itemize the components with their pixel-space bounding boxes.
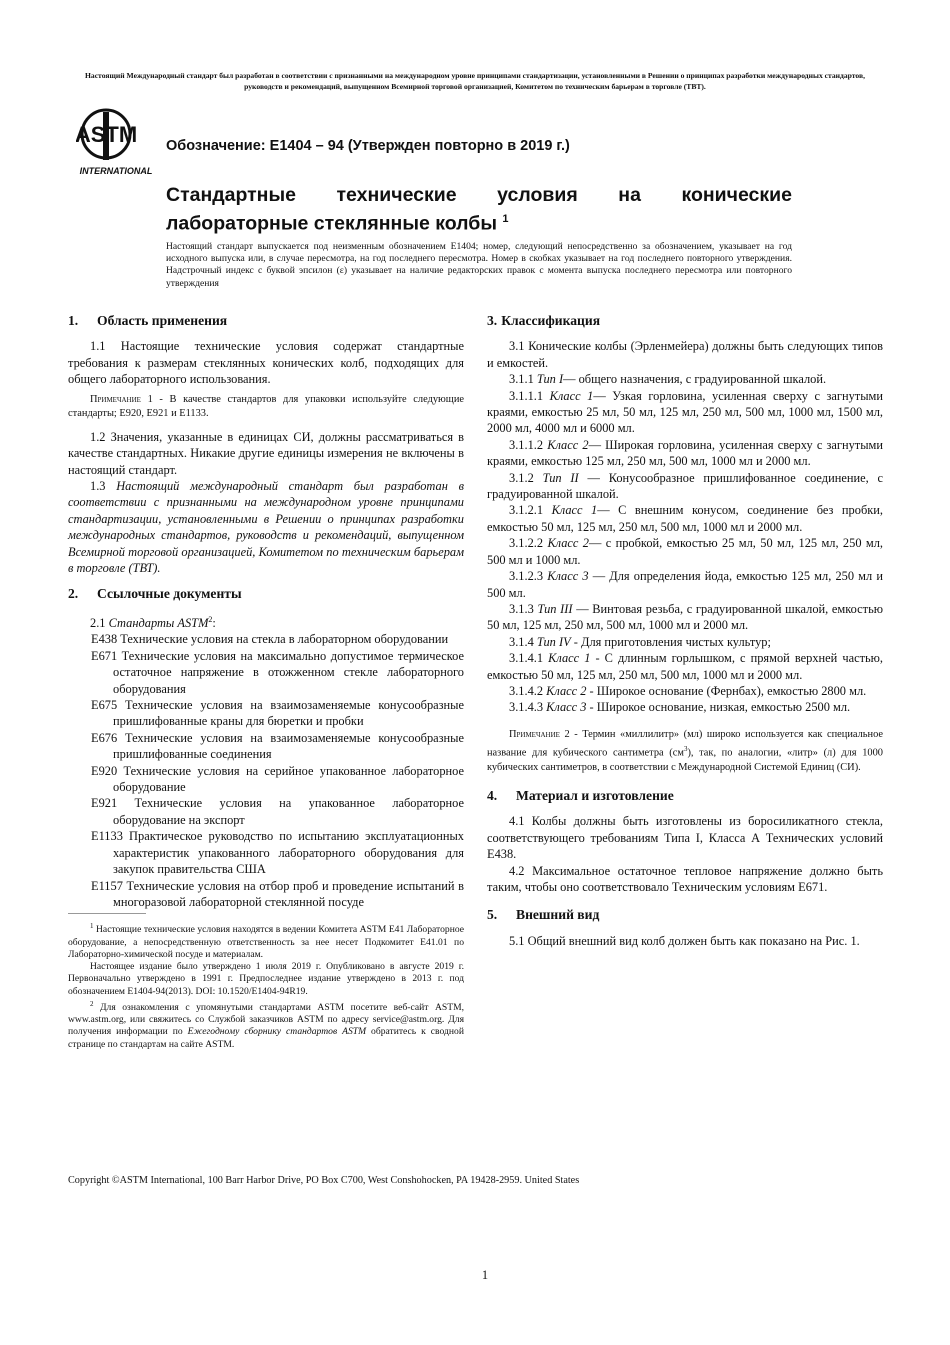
footnote-1b: Настоящее издание было утверждено 1 июля 2019 г. Опубликовано в августе 2019 г. Первоначально утверждено в 1991 г. Предпоследнее издание утверждено в 2013 г. под обозначением E1404-94(2013). DOI: 10.1520/E1404-94R19. — [68, 961, 464, 997]
para-text: — Винтовая резьба, с градуированной шкалой, емкостью 50 мл, 125 мл, 250 мл, 500 мл, 1000 мл и 2000 мл. — [487, 601, 883, 633]
para-1-3 — [68, 478, 464, 576]
footnote-text: обратитесь к сводной странице по стандартам на сайте ASTM. — [68, 1026, 464, 1050]
header-notice: Настоящий Международный стандарт был разработан в соответствии с признанными на международном уровне принципами стандартизации, установленными в Решении о принципах разработки международных стандартов, руководств и рекомендаций, выпущенном Всемирной торговой организацией, Комитетом по техническим барьерам в торговле (ТВТ). — [84, 71, 865, 91]
para-3-1-4-1 — [487, 650, 883, 683]
section-number: 3. — [487, 313, 498, 328]
section-3-heading — [487, 313, 883, 329]
para-italic: Тип IV — [536, 634, 571, 649]
para-text: - Широкое основание, низкая, емкостью 2500 мл. — [586, 700, 851, 715]
para-number: 3.1.2 — [509, 470, 543, 485]
para-text: Настоящий международный стандарт был разработан в соответствии с признанными на международном уровне принципами стандартизации, установленными в Решении о принципах разработки международных стандартов, руководств и рекомендаций, выпущенном Всемирной торговой организацией, Комитетом по техническим барьерам в торговле (ТВТ). — [68, 479, 464, 576]
reference-item: E675 Технические условия на взаимозаменяемые конусообразные пришлифованные краны для бюретки и пробки — [91, 698, 464, 729]
note-label: Примечание — [509, 728, 560, 740]
copyright: Copyright ©ASTM International, 100 Barr Harbor Drive, PO Box C700, West Conshohocken, PA 19428-2959. United States — [68, 1175, 580, 1186]
para-5-1: 5.1 Общий внешний вид колб должен быть как показано на Рис. 1. — [509, 933, 860, 948]
para-italic: Класс 1 — [549, 388, 594, 403]
para-3-1-2-3 — [487, 568, 883, 601]
para-number: 3.1.2.2 — [509, 536, 548, 551]
page-number: 1 — [481, 1268, 489, 1282]
para-text: — Для определения йода, емкостью 125 мл, 250 мл и 500 мл. — [487, 569, 883, 600]
designation: Обозначение: E1404 – 94 (Утвержден повторно в 2019 г.) — [166, 138, 570, 154]
para-3-1-3 — [487, 601, 883, 634]
para-text: - Для приготовления чистых культур; — [570, 634, 771, 649]
para-3-1-2-2 — [487, 535, 883, 568]
para-italic: Класс 3 — [547, 569, 589, 584]
para-3-1-4-2 — [487, 683, 883, 699]
section-5-heading — [487, 907, 883, 923]
para-italic: Класс 2 — [547, 536, 589, 551]
para-4-2: 4.2 Максимальное остаточное тепловое напряжение должно быть таким, чтобы оно соответствовало Техническим условиям E671. — [487, 863, 883, 895]
para-number: 3.1.4.2 — [509, 683, 547, 698]
para-italic: Класс 1 — [548, 651, 591, 666]
footnote-divider — [68, 913, 146, 914]
reference-item: E921 Технические условия на упакованное лабораторное оборудование на экспорт — [91, 796, 464, 827]
para-4-1: 4.1 Колбы должны быть изготовлены из боросиликатного стекла, соответствующего требованиям Типа I, Класса А Технических условий E438. — [487, 814, 883, 862]
left-column — [68, 313, 464, 1051]
document-title — [166, 183, 792, 236]
para-3-1-1-1 — [487, 388, 883, 437]
astm-logo-icon — [76, 106, 158, 178]
para-number: 3.1.3 — [509, 601, 538, 616]
standard-note: Настоящий стандарт выпускается под неизменным обозначением E1404; номер, следующий непосредственно за обозначением, указывает на год исходного выпуска или, в случае пересмотра, на год последнего пересмотра. Номер в скобках указывает на год последнего повторного утверждения. Надстрочный индекс с буквой эпсилон (ε) указывает на наличие редакторских правок с момента выпуска последнего пересмотра или повторного утверждения — [166, 241, 792, 289]
section-number: 4. — [487, 788, 498, 803]
logo-text: ASTM — [76, 122, 138, 147]
note-label: Примечание — [90, 393, 141, 405]
note-text: ), так, по аналогии, «литр» (л) для 1000 кубических сантиметров, в соответствии с Международной Системой Единиц (СИ). — [487, 747, 883, 774]
para-italic: Тип III — [537, 601, 573, 616]
reference-item: E671 Технические условия на максимально допустимое термическое остаточное напряжение в отожженном стекле лабораторного оборудования — [91, 648, 464, 696]
para-3-1-4 — [487, 634, 883, 650]
reference-item: E676 Технические условия на взаимозаменяемые конусообразные пришлифованные соединения — [91, 730, 464, 762]
para-number: 3.1.4.3 — [509, 700, 547, 715]
para-text: — Широкая горловина, усиленная сверху с загнутыми краями, емкостью 125 мл, 250 мл, 500 мл, 1000 мл и 2000 мл. — [487, 437, 883, 469]
footnote-2 — [68, 998, 464, 1051]
logo-subtext: INTERNATIONAL — [79, 166, 153, 176]
section-title: Область применения — [97, 313, 228, 328]
section-title: Материал и изготовление — [516, 788, 674, 803]
para-number: 3.1.1 — [509, 372, 537, 387]
right-column — [487, 313, 883, 949]
para-italic: Класс 2 — [547, 437, 589, 452]
para-2-1 — [68, 612, 464, 632]
footnote-mark: 1 — [90, 922, 94, 931]
footnote-text: Для ознакомления с упомянутыми стандартами ASTM посетите веб-сайт ASTM, www.astm.org, или свяжитесь со Службой заказчиков ASTM по адресу service@astm.org. Для получения информации по — [68, 1001, 464, 1038]
astm-logo — [76, 106, 158, 178]
para-1-1: 1.1 Настоящие технические условия содержат стандартные требования к размерам стеклянных конических колб, подходящих для общего лабораторного использования. — [68, 339, 464, 387]
footnote-italic: Ежегодному сборнику стандартов ASTM — [187, 1026, 367, 1038]
superscript: 3 — [683, 745, 688, 754]
section-title: Классификация — [501, 313, 601, 328]
para-italic: Класс 2 — [546, 683, 587, 698]
para-number: 3.1.1.2 — [509, 437, 548, 452]
note-2 — [487, 728, 883, 776]
para-text: - Широкое основание (Фернбах), емкостью 2800 мл. — [586, 683, 867, 698]
para-text: — с пробкой, емкостью 25 мл, 50 мл, 125 мл, 250 мл, 500 мл и 1000 мл. — [487, 536, 883, 567]
section-2-heading — [68, 586, 464, 602]
para-3-1-4-3 — [487, 699, 883, 715]
note-text: 2 - Термин «миллилитр» (мл) широко используется как специальное название для кубического сантиметра (см — [487, 728, 883, 759]
title-text: Стандартные технические условия на конические лабораторные стеклянные колбы — [166, 184, 792, 235]
section-4-heading — [487, 788, 883, 804]
para-italic: Тип II — [542, 470, 579, 485]
reference-item: E1157 Технические условия на отбор проб и проведение испытаний в многоразовой лабораторной стеклянной посуде — [91, 878, 464, 909]
para-text: — С внешним конусом, соединение без пробки, емкостью 50 мл, 125 мл, 250 мл, 500 мл, 1000 мл и 2000 мл. — [487, 503, 883, 534]
para-3-1-1-2 — [487, 437, 883, 470]
para-text: - С длинным горлышком, с прямой верхней частью, емкостью 50 мл, 125 мл, 250 мл, 500 мл, 1000 мл и 2000 мл. — [487, 651, 884, 682]
note-text: 1 - В качестве стандартов для упаковки используйте следующие стандарты; E920, E921 и E1133. — [68, 393, 464, 420]
para-italic: Класс 1 — [551, 503, 598, 518]
section-number: 2. — [68, 586, 79, 602]
para-number: 3.1.2.3 — [509, 569, 548, 584]
para-tail: : — [212, 616, 216, 630]
footnote-mark: 2 — [90, 999, 94, 1008]
footnote-1 — [68, 920, 464, 961]
para-3-1-2-1 — [487, 502, 883, 535]
reference-list — [68, 631, 464, 910]
para-1-2: 1.2 Значения, указанные в единицах СИ, должны рассматриваться в качестве стандартных. Никакие другие единицы измерения не включены в настоящий стандарт. — [68, 429, 464, 477]
section-title: Ссылочные документы — [97, 586, 242, 602]
section-1-heading — [68, 313, 464, 329]
para-text: — Конусообразное пришлифованное соединение, с градуированной шкалой. — [487, 470, 884, 502]
reference-item: E920 Технические условия на серийное упакованное лабораторное оборудование — [91, 763, 464, 795]
para-number: 3.1.4.1 — [509, 651, 549, 666]
para-number: 3.1.4 — [509, 634, 537, 649]
title-footnote-mark: 1 — [502, 213, 509, 225]
reference-item: E1133 Практическое руководство по испытанию эксплуатационных характеристик упакованного лабораторного оборудования для закупок правительства США — [91, 829, 464, 877]
para-3-1-1 — [487, 371, 883, 387]
para-italic: Класс 3 — [546, 700, 587, 715]
section-number: 5. — [487, 907, 498, 923]
para-text: Стандарты ASTM — [108, 616, 209, 630]
section-number: 1. — [68, 313, 79, 328]
note-1 — [68, 393, 464, 422]
para-italic: Тип I — [536, 372, 564, 387]
footnote-mark: 2 — [208, 614, 213, 624]
para-number: 1.3 — [90, 479, 117, 494]
para-number: 3.1.1.1 — [509, 388, 550, 403]
para-text: — общего назначения, с градуированной шкалой. — [563, 372, 827, 387]
para-3-1-2 — [487, 470, 883, 503]
reference-item: E438 Технические условия на стекла в лабораторном оборудовании — [91, 632, 449, 647]
footnote-text: Настоящие технические условия находятся в ведении Комитета ASTM E41 Лабораторное оборудование, а непосредственную ответственность за нее несет Подкомитет E41.01 по Лабораторно-химической посуде и материалам. — [68, 924, 464, 960]
para-3-1: 3.1 Конические колбы (Эрленмейера) должны быть следующих типов и емкостей. — [487, 339, 883, 370]
para-number: 3.1.2.1 — [509, 503, 552, 518]
section-title: Внешний вид — [516, 907, 600, 923]
para-number: 2.1 — [90, 616, 109, 630]
para-text: — Узкая горловина, усиленная сверху с загнутыми краями, емкостью 25 мл, 50 мл, 125 мл, 250 мл, 500 мл, 1000 мл, 1500 мл, 2000 мл, 4000 мл и 6000 мл. — [487, 388, 883, 436]
